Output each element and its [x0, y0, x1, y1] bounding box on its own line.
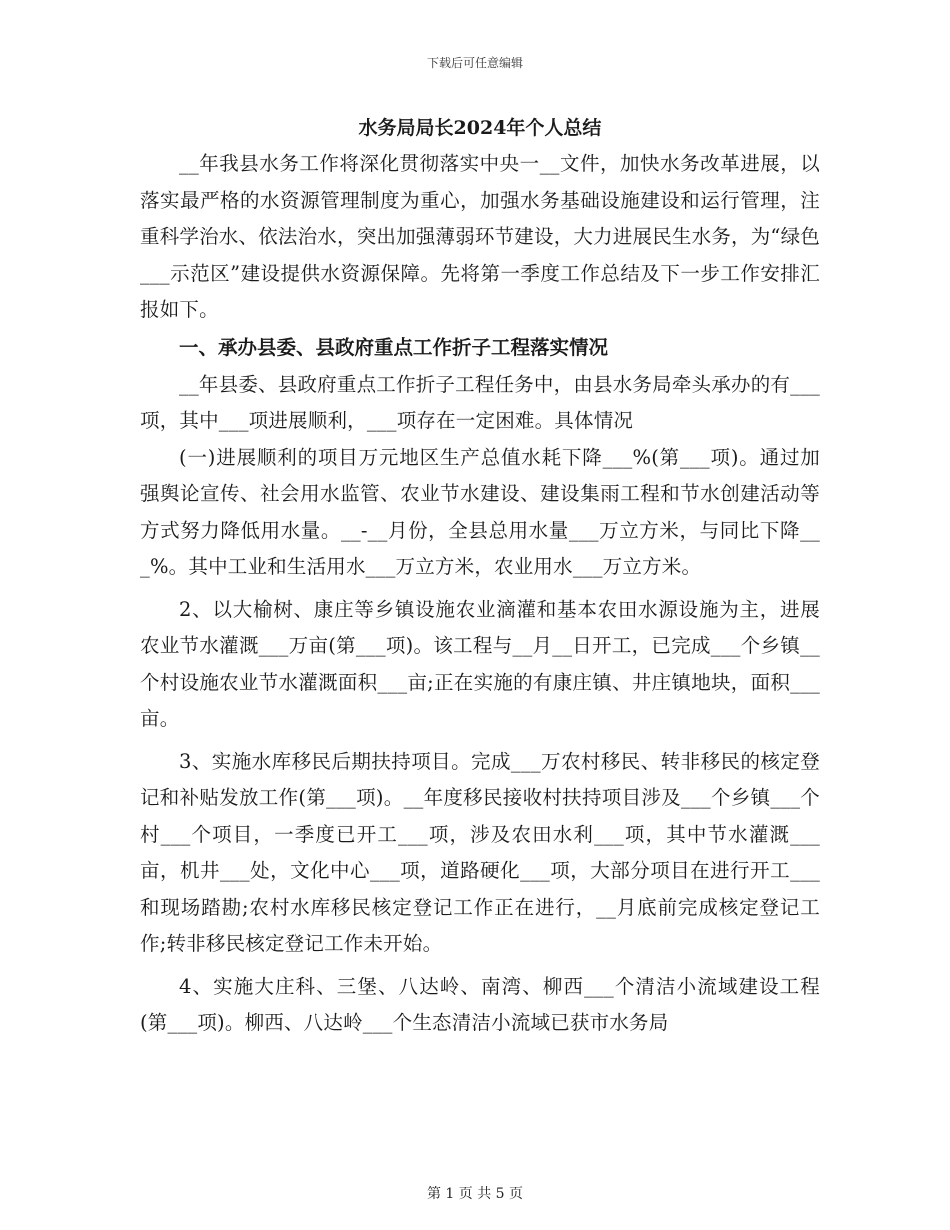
- body-paragraph: 2、以大榆树、康庄等乡镇设施农业滴灌和基本农田水源设施为主，进展农业节水灌溉___万亩(第___项)。该工程与__月__日开工，已完成___个乡镇__个村设施农业节水灌溉面积___亩;正在实施的有康庄镇、井庄镇地块，面积___亩。: [140, 597, 820, 730]
- document-title: 水务局局长2024年个人总结: [358, 117, 602, 139]
- body-paragraph: __年县委、县政府重点工作折子工程任务中，由县水务局牵头承办的有___项，其中___项进展顺利，___项存在一定困难。具体情况: [140, 372, 820, 432]
- body-paragraph: (一)进展顺利的项目万元地区生产总值水耗下降___%(第___项)。通过加强舆论宣传、社会用水监管、农业节水建设、建设集雨工程和节水创建活动等方式努力降低用水量。__-__月份，全县总用水量___万立方米，与同比下降___%。其中工业和生活用水___万立方米，农业用水___万立方米。: [140, 445, 820, 578]
- body-paragraph: 4、实施大庄科、三堡、八达岭、南湾、柳西___个清洁小流域建设工程(第___项)。柳西、八达岭___个生态清洁小流域已获市水务局: [140, 974, 820, 1034]
- intro-paragraph: __年我县水务工作将深化贯彻落实中央一__文件，加快水务改革进展，以落实最严格的水资源管理制度为重心，加强水务基础设施建设和运行管理，注重科学治水、依法治水，突出加强薄弱环节建设，大力进展民生水务，为“绿色___示范区”建设提供水资源保障。先将第一季度工作总结及下一步工作安排汇报如下。: [140, 152, 820, 321]
- body-paragraph: 3、实施水库移民后期扶持项目。完成___万农村移民、转非移民的核定登记和补贴发放工作(第___项)。__年度移民接收村扶持项目涉及___个乡镇___个村___个项目，一季度已开工___项，涉及农田水利___项，其中节水灌溉___亩，机井___处，文化中心___项，道路硬化___项，大部分项目在进行开工___和现场踏勘;农村水库移民核定登记工作正在进行，__月底前完成核定登记工作;转非移民核定登记工作未开始。: [140, 749, 820, 955]
- page-footer: 第 1 页 共 5 页: [426, 1186, 524, 1202]
- section-heading: 一、承办县委、县政府重点工作折子工程落实情况: [179, 335, 609, 359]
- page-header: 下载后可任意编辑: [426, 56, 523, 70]
- document-body: [140, 112, 820, 1042]
